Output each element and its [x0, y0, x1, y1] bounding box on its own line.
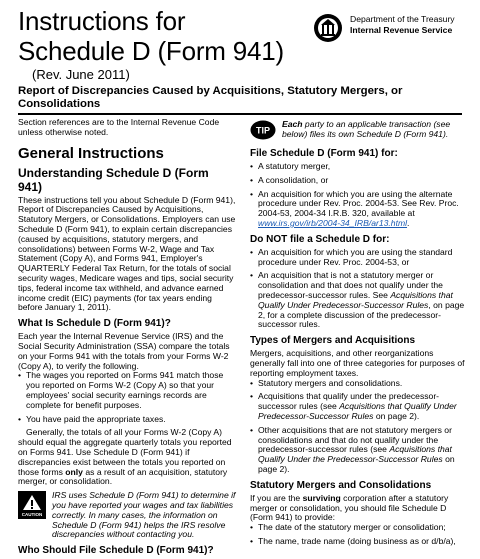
statutory-text-end: corporation after a statutory merger or consolidation, you should file Schedule D (Form 941) to provide: [250, 492, 449, 523]
types-bullet [250, 392, 468, 421]
revision-date: (Rev. June 2011) [32, 67, 130, 82]
types-bullet-text: Other acquisitions that are not statutory mergers or consolidations and that do not qualify under the predecessor-successor rules (see [258, 424, 452, 455]
understanding-heading: Understanding Schedule D (Form 941) [18, 165, 209, 194]
header-divider [18, 113, 462, 115]
irb-link[interactable]: www.irs.gov/irb/2004-34_IRB/ar13.html [258, 217, 408, 228]
do-not-file-reference: Acquisitions that Qualify Under Predecessor-Successor Rules [258, 289, 453, 310]
statutory-bullet: • The name, trade name (doing business as or d/b/a), [250, 537, 468, 547]
tip-label: TIP [255, 125, 271, 136]
what-is-paragraph: Each year the Internal Revenue Service (IRS) and the Social Security Administration (SSA) compare the totals on your Forms 941 with the totals from your Forms W-2 (Copy A), to verify the following. [18, 331, 230, 371]
tip-emphasis: Each [282, 119, 303, 129]
do-not-file-bullet: • An acquisition for which you are using the standard procedure under Rev. Proc. 2004-53, or [250, 248, 468, 268]
caution-icon [18, 491, 46, 519]
do-not-file-bullet [250, 271, 468, 330]
agency-department: Department of the Treasury [350, 14, 455, 24]
left-column [18, 118, 236, 559]
types-bullet-text: Acquisitions that qualify under the predecessor-successor rules (see [258, 391, 440, 412]
agency-block [350, 14, 455, 36]
file-for-bullet-end: . [407, 217, 410, 228]
statutory-mergers-heading: Statutory Mergers and Consolidations [250, 479, 432, 491]
what-is-heading: What Is Schedule D (Form 941)? [18, 318, 171, 330]
statutory-emphasis: surviving [302, 492, 341, 503]
file-for-bullet: • A statutory merger, [250, 162, 468, 172]
document-title-line1: Instructions for [18, 6, 186, 36]
file-for-bullet [250, 190, 468, 229]
types-bullet-text-end: on page 2). [258, 454, 455, 474]
what-is-bullet: • The wages you reported on Forms 941 match those you reported on Forms W-2 (Copy A) so that your employees' social security earnings records are complete for benefit purposes. [18, 371, 236, 410]
caution-note [18, 491, 236, 540]
generally-text-end: as a result of an acquisition, statutory merger, or consolidation. [18, 466, 228, 487]
types-bullet-text-end: on page 2). [373, 410, 420, 421]
types-bullet: • Statutory mergers and consolidations. [250, 379, 468, 389]
caution-text: IRS uses Schedule D (Form 941) to determine if you have reported your wages and tax liabilities correctly. In many cases, the information on Schedule D (Form 941) helps the IRS resolve discrepancies without contacting you. [52, 490, 236, 540]
tip-text [282, 120, 468, 140]
tip-note [250, 120, 468, 140]
do-not-file-heading: Do NOT file a Schedule D for: [250, 233, 390, 245]
agency-irs: Internal Revenue Service [350, 25, 453, 35]
generally-emphasis: only [65, 466, 83, 477]
do-not-file-text: An acquisition that is not a statutory merger or consolidation and that does not qualify under the predecessor-successor rules. See [258, 270, 443, 300]
file-for-bullet: • A consolidation, or [250, 176, 468, 186]
statutory-bullet: • The date of the statutory merger or consolidation; [250, 523, 468, 533]
types-heading: Types of Mergers and Acquisitions [250, 335, 416, 347]
generally-text: Generally, the totals of all your Forms W-2 (Copy A) should equal the aggregate quarterly totals you reported on Forms 941. Use Schedule D (Form 941) if discrepancies exist between the totals you reported on those forms [18, 427, 232, 477]
types-bullet-reference: Acquisitions that Qualify Under Predecessor-Successor Rules [258, 401, 457, 421]
section-references: Section references are to the Internal Revenue Code unless otherwise noted. [18, 117, 220, 137]
document-title-line2: Schedule D (Form 941) [18, 36, 285, 66]
types-bullet-reference: Acquisitions that Qualify Under the Predecessor-Successor Rules [258, 444, 452, 465]
caution-label: CAUTION [21, 512, 43, 518]
what-is-bullet: • You have paid the appropriate taxes. [18, 415, 236, 425]
document-subtitle: Report of Discrepancies Caused by Acquisitions, Statutory Mergers, or Consolidations [18, 85, 403, 110]
file-for-heading: File Schedule D (Form 941) for: [250, 148, 398, 159]
statutory-text: If you are the [250, 492, 303, 503]
who-should-file-heading: Who Should File Schedule D (Form 941)? [18, 545, 214, 557]
right-column [250, 118, 468, 551]
generally-paragraph [18, 428, 236, 487]
statutory-paragraph [250, 494, 468, 523]
file-for-bullet-text: An acquisition for which you are using the alternate procedure under Rev. Proc. 2004-53. See Rev. Proc. 2004-53, 2004-34 I.R.B. 320, available at [258, 188, 459, 219]
tip-body: party to an applicable transaction (see below) files its own Schedule D (Form 941). [282, 119, 451, 139]
do-not-file-text-end: , on page 2, for a complete discussion of the predecessor-successor rules. [258, 299, 465, 330]
treasury-seal-icon [313, 13, 343, 43]
general-instructions-heading: General Instructions [18, 144, 164, 162]
types-bullet [250, 426, 468, 475]
tip-icon [250, 120, 276, 140]
understanding-paragraph: These instructions tell you about Schedule D (Form 941), Report of Discrepancies Caused by Acquisitions, Statutory Mergers, or Consolidations. Employers can use Schedule D (Form 941), to explain certain discrepancies (caused by acquisitions, statutory mergers, and consolidations) between Forms W-2, Wage and Tax Statement (Copy A), and Forms 941, Employer's QUARTERLY Federal Tax Return, for the totals of social security wages, Medicare wages and tips, social security tips, federal income tax withheld, and advance earned income credit (EIC) payments (for tax years ending before January 1, 2011). [18, 194, 236, 313]
types-paragraph: Mergers, acquisitions, and other reorganizations generally fall into one of three categories for purposes of reporting employment taxes. [250, 348, 465, 378]
